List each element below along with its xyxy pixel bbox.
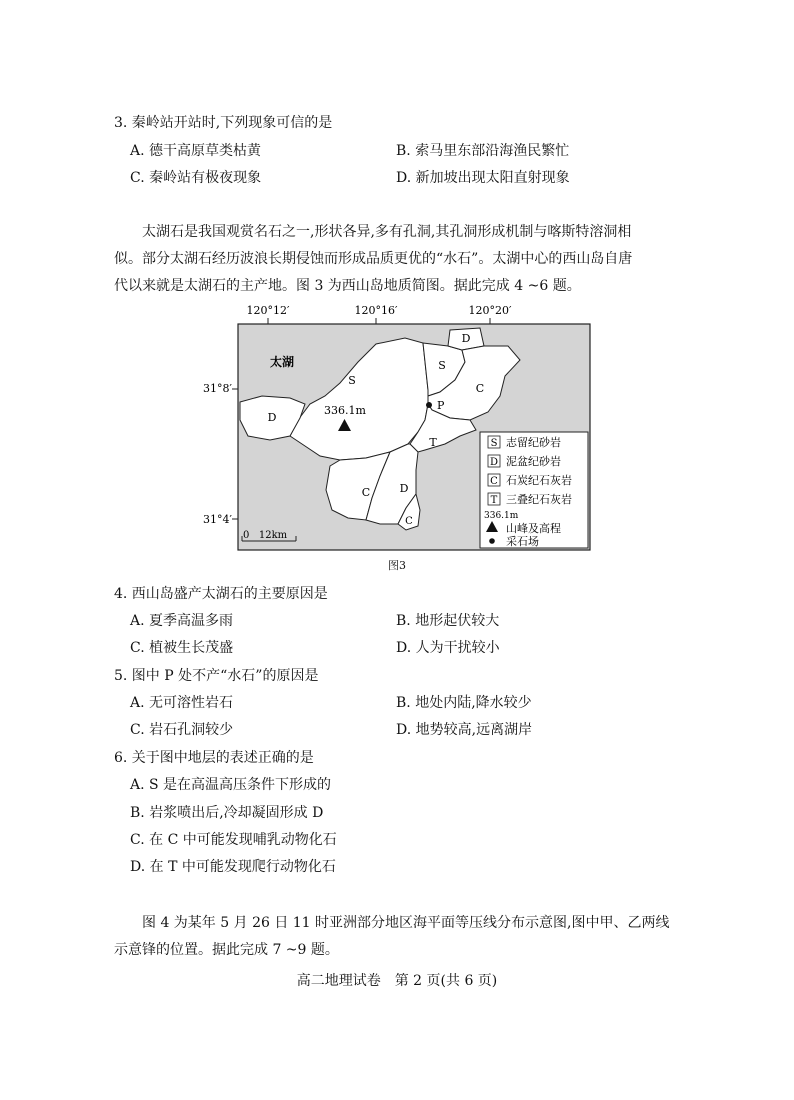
question-3-option-a: A. 德干高原草类枯黄 xyxy=(130,143,262,159)
legend-text-s: 志留纪砂岩 xyxy=(506,436,561,449)
question-6-option-d: D. 在 T 中可能发现爬行动物化石 xyxy=(130,859,336,875)
region-label-t1: T xyxy=(429,436,437,449)
passage-1-line-3: 代以来就是太湖石的主产地。图 3 为西山岛地质简图。据此完成 4 ~6 题。 xyxy=(114,278,581,294)
question-3-option-c: C. 秦岭站有极夜现象 xyxy=(130,170,262,186)
lake-label: 太湖 xyxy=(269,355,295,369)
question-4-option-a: A. 夏季高温多雨 xyxy=(130,613,234,629)
legend-text-c: 石炭纪石灰岩 xyxy=(506,474,572,487)
question-4-option-b: B. 地形起伏较大 xyxy=(396,613,500,629)
region-label-s1: S xyxy=(348,374,356,387)
region-label-c3: C xyxy=(405,516,413,527)
passage-1-line-2: 似。部分太湖石经历波浪长期侵蚀而形成品质更优的“水石”。太湖中心的西山岛自唐 xyxy=(114,251,633,267)
legend-key-t: T xyxy=(490,495,498,506)
region-label-d3: D xyxy=(399,482,409,495)
lon-label-3: 120°20′ xyxy=(468,304,512,317)
question-5-option-c: C. 岩石孔洞较少 xyxy=(130,722,234,738)
legend-text-t: 三叠纪石灰岩 xyxy=(506,493,572,506)
lat-label-1: 31°8′ xyxy=(203,382,232,395)
lat-label-2: 31°4′ xyxy=(203,513,232,526)
legend-key-c: C xyxy=(490,476,498,487)
question-3-stem: 3. 秦岭站开站时,下列现象可信的是 xyxy=(114,115,333,131)
question-5-option-a: A. 无可溶性岩石 xyxy=(130,695,234,711)
region-label-d2: D xyxy=(461,332,471,345)
page-footer: 高二地理试卷 第 2 页(共 6 页) xyxy=(296,973,498,989)
question-4-option-d: D. 人为干扰较小 xyxy=(396,640,500,656)
legend-key-d: D xyxy=(489,457,499,468)
question-6-option-b: B. 岩浆喷出后,冷却凝固形成 D xyxy=(130,805,324,821)
question-5-stem: 5. 图中 P 处不产“水石”的原因是 xyxy=(114,668,319,684)
passage-1-line-1: 太湖石是我国观赏名石之一,形状各异,多有孔洞,其孔洞形成机制与喀斯特溶洞相 xyxy=(142,224,632,240)
passage-2-line-1: 图 4 为某年 5 月 26 日 11 时亚洲部分地区海平面等压线分布示意图,图中甲、乙两线 xyxy=(142,915,670,931)
question-3-option-b: B. 索马里东部沿海渔民繁忙 xyxy=(396,143,570,159)
question-6-option-a: A. S 是在高温高压条件下形成的 xyxy=(130,777,332,793)
legend-text-d: 泥盆纪砂岩 xyxy=(506,455,561,468)
region-label-c1: C xyxy=(475,382,485,395)
lon-label-1: 120°12′ xyxy=(246,304,290,317)
question-5-option-b: B. 地处内陆,降水较少 xyxy=(396,695,532,711)
quarry-p-label: P xyxy=(437,399,445,412)
region-label-d1: D xyxy=(267,411,277,424)
region-label-s2: S xyxy=(438,359,446,372)
question-6-option-c: C. 在 C 中可能发现哺乳动物化石 xyxy=(130,832,337,848)
legend-quarry-dot-icon xyxy=(489,538,495,544)
legend-key-s: S xyxy=(490,438,498,449)
xishan-island-geology-map xyxy=(180,300,600,580)
peak-elevation-label: 336.1m xyxy=(324,404,366,417)
region-label-c2: C xyxy=(361,486,371,499)
legend-peak-elevation: 336.1m xyxy=(484,511,519,521)
question-4-stem: 4. 西山岛盛产太湖石的主要原因是 xyxy=(114,586,328,602)
scale-bar-label: 0 12km xyxy=(243,530,288,541)
legend-quarry-text: 采石场 xyxy=(506,535,539,548)
figure-caption: 图3 xyxy=(388,559,406,572)
quarry-dot-icon xyxy=(426,402,432,408)
passage-2-line-2: 示意锋的位置。据此完成 7 ~9 题。 xyxy=(114,942,339,958)
question-3-option-d: D. 新加坡出现太阳直射现象 xyxy=(396,170,570,186)
question-4-option-c: C. 植被生长茂盛 xyxy=(130,640,234,656)
lon-label-2: 120°16′ xyxy=(354,304,398,317)
question-6-stem: 6. 关于图中地层的表述正确的是 xyxy=(114,750,314,766)
question-5-option-d: D. 地势较高,远离湖岸 xyxy=(396,722,533,738)
legend-peak-text: 山峰及高程 xyxy=(506,522,561,535)
